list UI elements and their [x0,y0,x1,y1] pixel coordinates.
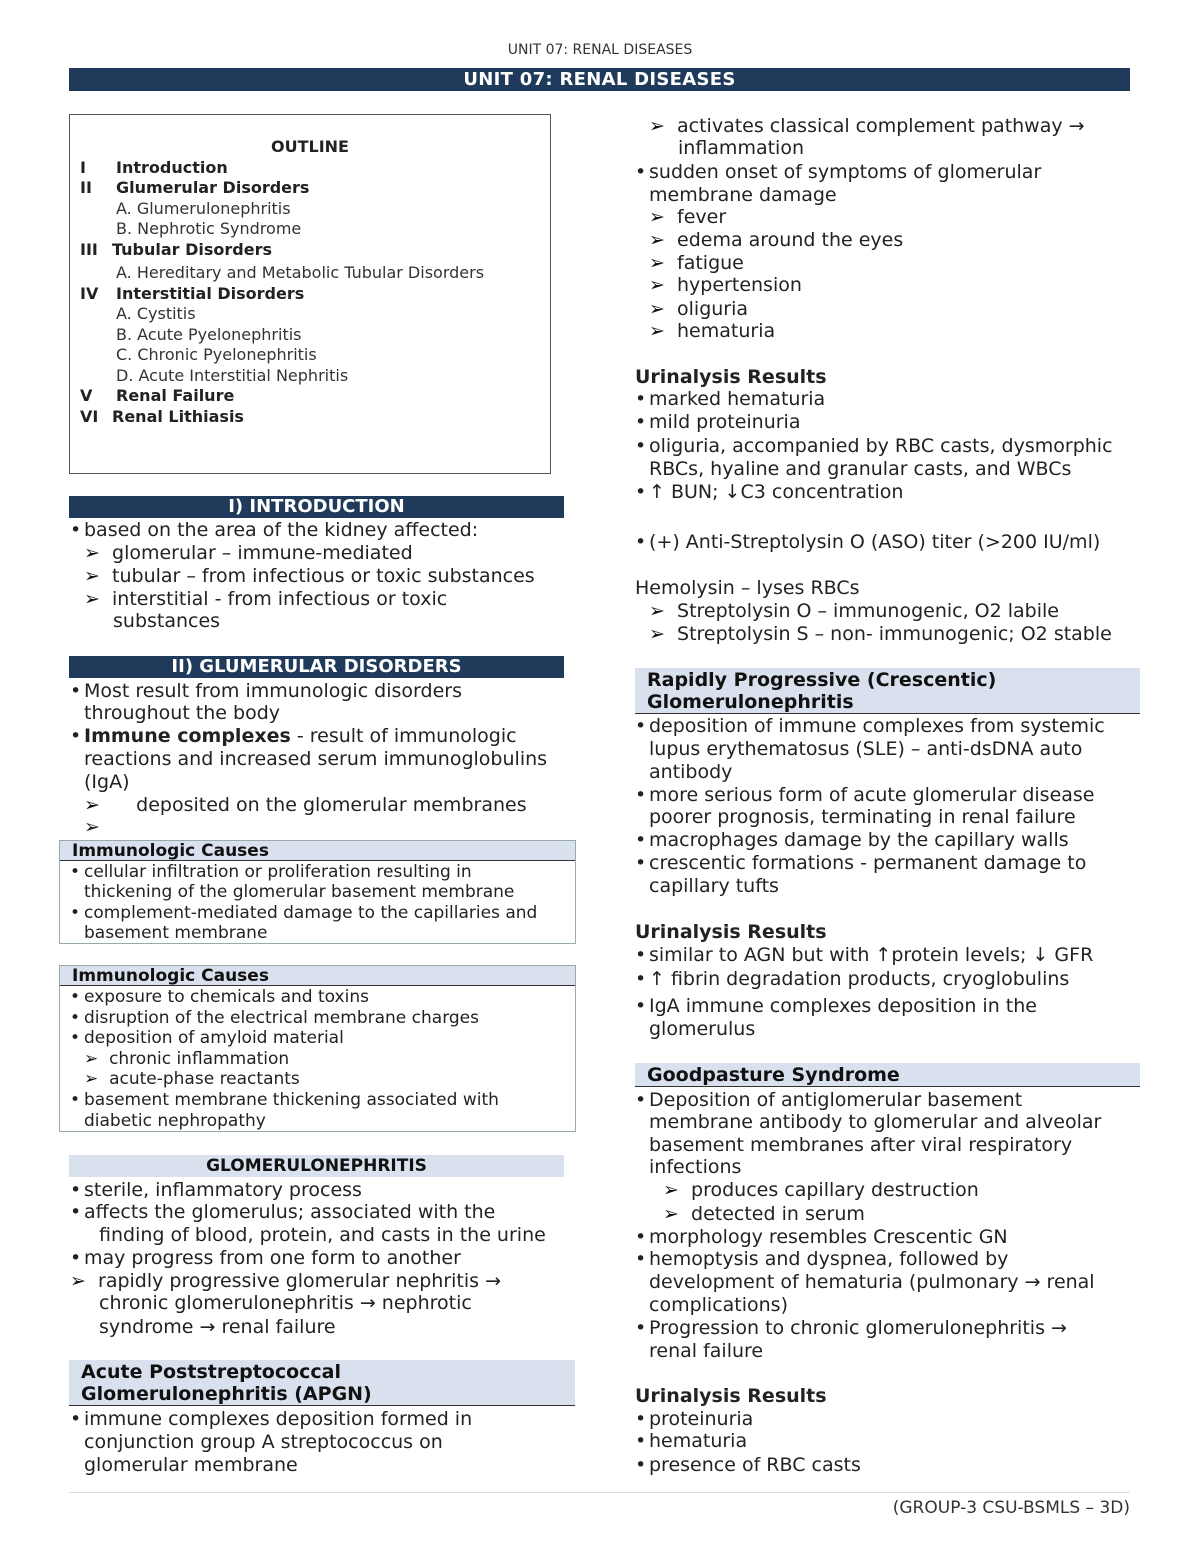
immuno-line: • complement-mediated damage to the capillaries and [84,903,537,924]
immuno-line: ➢ chronic inflammation [84,1049,290,1069]
goodpasture-line: renal failure [649,1340,764,1362]
glom-line: reactions and increased serum immunoglobulins [84,748,548,770]
immuno-line: basement membrane [84,923,268,943]
goodpasture-line: complications) [649,1294,788,1316]
apgn-heading: Acute Poststreptococcal Glomerulonephritis (APGN) [69,1360,575,1406]
urinalysis-heading: Urinalysis Results [635,1385,827,1407]
goodpasture-line: membrane antibody to glomerular and alveolar [649,1111,1102,1133]
urinalysis-heading: Urinalysis Results [635,921,827,943]
goodpasture-line: • hemoptysis and dyspnea, followed by [649,1248,1008,1271]
glom-disorders-heading: II) GLUMERULAR DISORDERS [69,656,564,678]
outline-item: IV Interstitial Disorders [80,284,305,303]
outline-subitem: A. Cystitis [116,304,196,323]
arrow-icon: ➢ [649,600,665,622]
ua-line: • (+) Anti-Streptolysin O (ASO) titer (>200 IU/ml) [649,531,1100,554]
arrow-icon: ➢ [84,794,100,816]
goodpasture-line: basement membranes after viral respiratory [649,1134,1073,1156]
immunologic-causes-heading: Immunologic Causes [60,841,575,861]
arrow-icon: ➢ [649,320,665,342]
immuno-line: • exposure to chemicals and toxins [84,987,369,1008]
apgn-line: conjunction group A streptococcus on [84,1431,443,1453]
apgn-cont-line: • sudden onset of symptoms of glomerular [649,161,1041,184]
symptom-item: ➢ hematuria [649,320,776,342]
outline-subitem: A. Hereditary and Metabolic Tubular Disorders [116,263,485,282]
intro-line: ➢ glomerular – immune-mediated [84,542,413,564]
immuno-line: thickening of the glomerular basement membrane [84,882,515,902]
goodpasture-line: development of hematuria (pulmonary → renal [649,1271,1095,1293]
apgn-cont-line: membrane damage [649,184,837,206]
arrow-icon: ➢ [649,252,665,274]
running-header: UNIT 07: RENAL DISEASES [507,42,693,58]
immuno-line: • basement membrane thickening associated with [84,1090,499,1111]
intro-heading: I) INTRODUCTION [69,496,564,518]
footer-divider [69,1492,1130,1493]
rpgn-line: antibody [649,761,733,783]
ua-line: • marked hematuria [649,388,825,411]
ua-line: • oliguria, accompanied by RBC casts, dysmorphic [649,435,1113,458]
symptom-item: ➢ fever [649,206,727,228]
ua-line: • mild proteinuria [649,411,800,434]
page-title: UNIT 07: RENAL DISEASES [69,68,1130,91]
arrow-icon: ➢ [84,588,100,610]
arrow-icon: ➢ [663,1179,679,1201]
outline-item: I Introduction [80,158,228,177]
arrow-icon: ➢ [84,542,100,564]
outline-box [69,114,551,474]
symptom-item: ➢ oliguria [649,298,749,320]
immuno-line: diabetic nephropathy [84,1111,266,1131]
rpgn-line: capillary tufts [649,875,779,897]
arrow-icon: ➢ [84,816,100,838]
arrow-icon: ➢ [649,274,665,296]
hemolysin-title: Hemolysin – lyses RBCs [635,577,860,599]
immuno-line: ➢ acute-phase reactants [84,1069,300,1089]
outline-subitem: B. Acute Pyelonephritis [116,325,302,344]
arrow-icon: ➢ [84,1069,99,1089]
urinalysis-heading: Urinalysis Results [635,366,827,388]
rpgn-line: • more serious form of acute glomerular disease [649,784,1095,807]
gn-line: • affects the glomerulus; associated with the [84,1201,495,1224]
ua-line: • hematuria [649,1430,747,1453]
ua-line: • similar to AGN but with ↑protein levels; ↓ GFR [649,944,1093,967]
outline-subitem: D. Acute Interstitial Nephritis [116,366,349,385]
hemolysin-line: ➢ Streptolysin O – immunogenic, O2 labile [649,600,1059,622]
goodpasture-line: • morphology resembles Crescentic GN [649,1226,1008,1249]
footer-text: (GROUP-3 CSU-BSMLS – 3D) [892,1498,1130,1518]
goodpasture-heading: Goodpasture Syndrome [635,1063,1140,1087]
immuno-line: • disruption of the electrical membrane charges [84,1008,479,1029]
rpgn-line: poorer prognosis, terminating in renal failure [649,806,1076,828]
intro-line: substances [113,610,221,632]
arrow-icon: ➢ [663,1203,679,1225]
outline-item: III Tubular Disorders [80,240,273,259]
goodpasture-line: ➢ produces capillary destruction [663,1179,979,1201]
goodpasture-line: infections [649,1156,742,1178]
apgn-cont-line: ➢ activates classical complement pathway → [649,115,1085,137]
apgn-cont-line: inflammation [678,137,804,159]
goodpasture-line: • Progression to chronic glomerulonephritis → [649,1317,1067,1340]
outline-item: VI Renal Lithiasis [80,407,244,426]
gn-line: • sterile, inflammatory process [84,1179,362,1202]
glom-line: (IgA) [84,771,130,793]
arrow-icon: ➢ [70,1270,86,1292]
gn-line: syndrome → renal failure [99,1316,336,1338]
arrow-icon: ➢ [649,298,665,320]
apgn-line: • immune complexes deposition formed in [84,1408,472,1431]
gn-heading: GLOMERULONEPHRITIS [69,1155,564,1177]
arrow-icon: ➢ [649,206,665,228]
symptom-item: ➢ edema around the eyes [649,229,904,251]
immuno-line: • deposition of amyloid material [84,1028,344,1049]
ua-line: • ↑ BUN; ↓C3 concentration [649,481,903,504]
outline-item: II Glumerular Disorders [80,178,310,197]
goodpasture-line: • Deposition of antiglomerular basement [649,1089,1022,1112]
gn-line: finding of blood, protein, and casts in the urine [99,1224,546,1246]
ua-line: RBCs, hyaline and granular casts, and WBCs [649,458,1072,480]
gn-line: • may progress from one form to another [84,1247,461,1270]
rpgn-line: • deposition of immune complexes from systemic [649,715,1105,738]
ua-line: • presence of RBC casts [649,1454,861,1477]
apgn-line: glomerular membrane [84,1454,298,1476]
immuno-line: • cellular infiltration or proliferation resulting in [84,862,472,883]
rpgn-line: lupus erythematosus (SLE) – anti-dsDNA auto [649,738,1083,760]
ua-line: • proteinuria [649,1408,753,1431]
rpgn-line: • crescentic formations - permanent damage to [649,852,1086,875]
glom-line: • Immune complexes - result of immunologic [84,725,517,748]
arrow-icon: ➢ [649,623,665,645]
rpgn-line: • macrophages damage by the capillary walls [649,829,1069,852]
rpgn-heading: Rapidly Progressive (Crescentic) Glomerulonephritis [635,668,1140,714]
symptom-item: ➢ hypertension [649,274,802,296]
outline-item: V Renal Failure [80,386,235,405]
arrow-icon: ➢ [649,229,665,251]
immunologic-causes-heading: Immunologic Causes [60,966,575,986]
outline-heading: OUTLINE [271,137,349,156]
ua-line: • IgA immune complexes deposition in the [649,995,1037,1018]
glom-line: ➢ deposited on the glomerular membranes [84,794,527,816]
ua-line: • ↑ fibrin degradation products, cryoglobulins [649,968,1069,991]
goodpasture-line: ➢ detected in serum [663,1203,865,1225]
intro-line: ➢ interstitial - from infectious or toxic [84,588,448,610]
arrow-icon: ➢ [84,565,100,587]
outline-subitem: C. Chronic Pyelonephritis [116,345,317,364]
outline-subitem: B. Nephrotic Syndrome [116,219,302,238]
arrow-icon: ➢ [84,1049,99,1069]
gn-line: chronic glomerulonephritis → nephrotic [99,1292,472,1314]
arrow-icon: ➢ [649,115,665,137]
outline-subitem: A. Glumerulonephritis [116,199,291,218]
intro-line: ➢ tubular – from infectious or toxic substances [84,565,535,587]
symptom-item: ➢ fatigue [649,252,744,274]
glom-line: • Most result from immunologic disorders [84,680,462,703]
hemolysin-line: ➢ Streptolysin S – non- immunogenic; O2 stable [649,623,1112,645]
glom-line: throughout the body [84,702,281,724]
gn-line: ➢ rapidly progressive glomerular nephritis → [70,1270,502,1292]
intro-line: • based on the area of the kidney affected: [84,519,478,542]
ua-line: glomerulus [649,1018,756,1040]
